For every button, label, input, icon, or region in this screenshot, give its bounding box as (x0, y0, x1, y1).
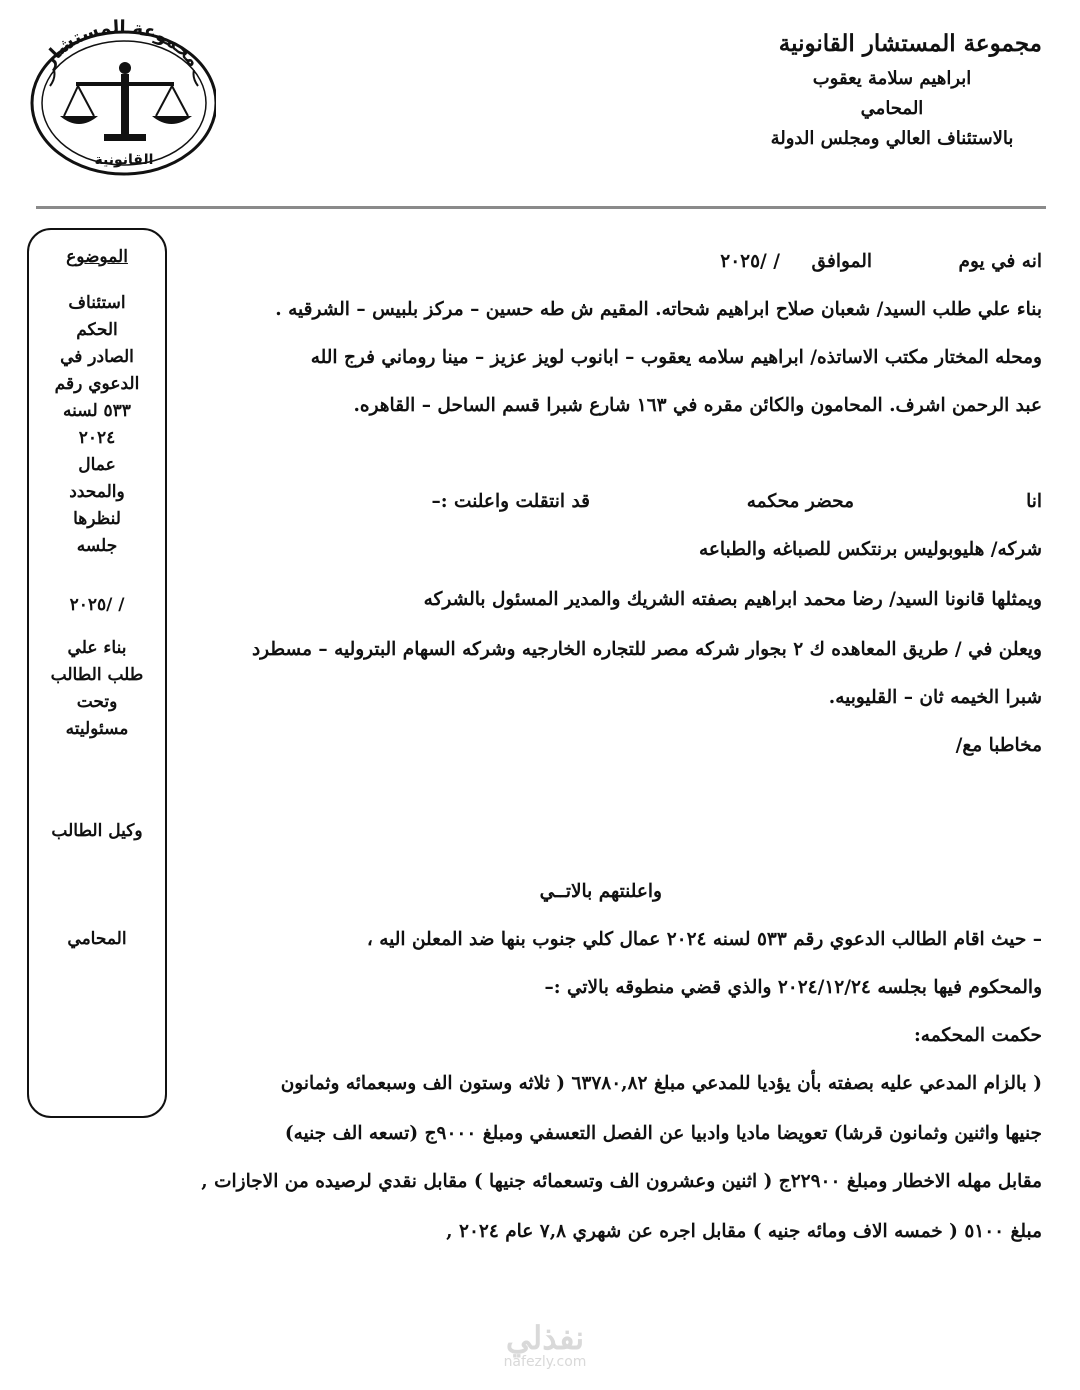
sidebar-line: الصادر في (60, 347, 134, 367)
case-line-7: مبلغ ٥١٠٠ ( خمسه الاف ومائه جنيه ) مقابل اجره عن شهري ٧,٨ عام ٢٠٢٤ , (446, 1221, 1042, 1242)
logo-text-bottom: القانونية (94, 152, 154, 168)
court-level: بالاستئناف العالي ومجلس الدولة (770, 128, 1014, 149)
case-line-5: جنيها واثنين وثمانون قرشا) تعويضا ماديا وادبيا عن الفصل التعسفي ومبلغ ٩٠٠٠ج (تسعه الف جنيه) (284, 1123, 1042, 1144)
org-name: مجموعة المستشار القانونية (778, 30, 1042, 57)
announcement-heading: واعلنتهم بالاتــي (539, 881, 662, 902)
lawyer-name: ابراهيم سلامة يعقوب (812, 68, 972, 89)
address-line-1: ويعلن في / طريق المعاهده ك ٢ بجوار شركه مصر للتجاره الخارجيه وشركه السهام البتروليه – مسطرد (251, 639, 1042, 660)
sidebar-line: الحكم (76, 320, 118, 340)
sidebar-subject-text (32, 290, 162, 560)
scales-of-justice-icon (16, 16, 216, 176)
requester-line-2: ومحله المختار مكتب الاساتذه/ ابراهيم سلامه يعقوب – ابانوب لويز عزيز – مينا روماني فرج الله (310, 347, 1042, 368)
sidebar-line: طلب الطالب (50, 665, 144, 685)
sidebar-line: والمحدد (69, 482, 125, 502)
lawyer-title: المحامي (860, 98, 924, 119)
bailiff-label: محضر محكمه (746, 491, 854, 512)
sidebar-lawyer: المحامي (67, 929, 127, 949)
sidebar-line: ٢٠٢٤ (78, 428, 116, 448)
watermark (470, 1319, 620, 1370)
requester-line-1: بناء علي طلب السيد/ شعبان صلاح ابراهيم شحاته. المقيم ش طه حسين – مركز بلبيس – الشرقيه . (275, 299, 1042, 320)
firm-logo (16, 16, 216, 176)
company-line: شركه/ هليوبوليس برنتكس للصباغه والطباعه (698, 539, 1042, 560)
sidebar-line: استئناف (68, 293, 126, 313)
sidebar-line: ٥٣٣ لسنه (63, 401, 131, 421)
sidebar-line: وتحت (76, 692, 118, 712)
sidebar-line: لنظرها (73, 509, 121, 529)
date-prefix: انه في يوم (958, 251, 1042, 272)
sidebar-line: الدعوي رقم (54, 374, 140, 394)
sidebar-request-text (32, 635, 162, 743)
address-line-2: شبرا الخيمه ثان – القليوبيه. (828, 687, 1042, 708)
moved-label: قد انتقلت واعلنت :– (431, 491, 590, 512)
case-line-4: ( بالزام المدعي عليه بصفته بأن يؤديا للمدعي مبلغ ٦٣٧٨٠,٨٢ ( ثلاثه وستون الف وسبعمائه وثمانون (280, 1073, 1042, 1094)
case-line-6: مقابل مهله الاخطار ومبلغ ٢٢٩٠٠ج ( اثنين وعشرون الف وتسعمائه جنيها ) مقابل نقدي لرصيده من الاجازات , (201, 1171, 1042, 1192)
addressing-line: مخاطبا مع/ (955, 735, 1042, 756)
sidebar-date: / /٢٠٢٥ (69, 595, 125, 615)
sidebar-agent: وكيل الطالب (51, 821, 143, 841)
sidebar-line: مسئوليته (65, 719, 129, 739)
case-line-3: حكمت المحكمه: (913, 1025, 1042, 1046)
ana-label: انا (1026, 491, 1042, 512)
logo-text-top: مجموعة المستشار (38, 16, 204, 72)
sidebar-line: جلسه (76, 536, 118, 556)
representative-line: ويمثلها قانونا السيد/ رضا محمد ابراهيم بصفته الشريك والمدير المسئول بالشركه (423, 589, 1042, 610)
watermark-arabic: نفذلي (505, 1319, 585, 1357)
sidebar-line: عمال (78, 455, 116, 475)
header-divider (36, 206, 1046, 209)
case-line-2: والمحكوم فيها بجلسه ٢٠٢٤/١٢/٢٤ والذي قضي منطوقه بالاتي :– (544, 977, 1042, 998)
date-value: / /٢٠٢٥ (720, 251, 780, 272)
date-agree-label: الموافق (811, 251, 872, 272)
watermark-latin: nafezly.com (503, 1354, 587, 1370)
case-line-1: – حيث اقام الطالب الدعوي رقم ٥٣٣ لسنه ٢٠٢٤ عمال كلي جنوب بنها ضد المعلن اليه ، (366, 929, 1042, 950)
requester-line-3: عبد الرحمن اشرف. المحامون والكائن مقره في ١٦٣ شارع شبرا قسم الساحل – القاهره. (353, 395, 1042, 416)
letterhead (742, 24, 1042, 154)
sidebar-subject-label: الموضوع (66, 247, 128, 267)
sidebar-line: بناء علي (67, 638, 127, 658)
